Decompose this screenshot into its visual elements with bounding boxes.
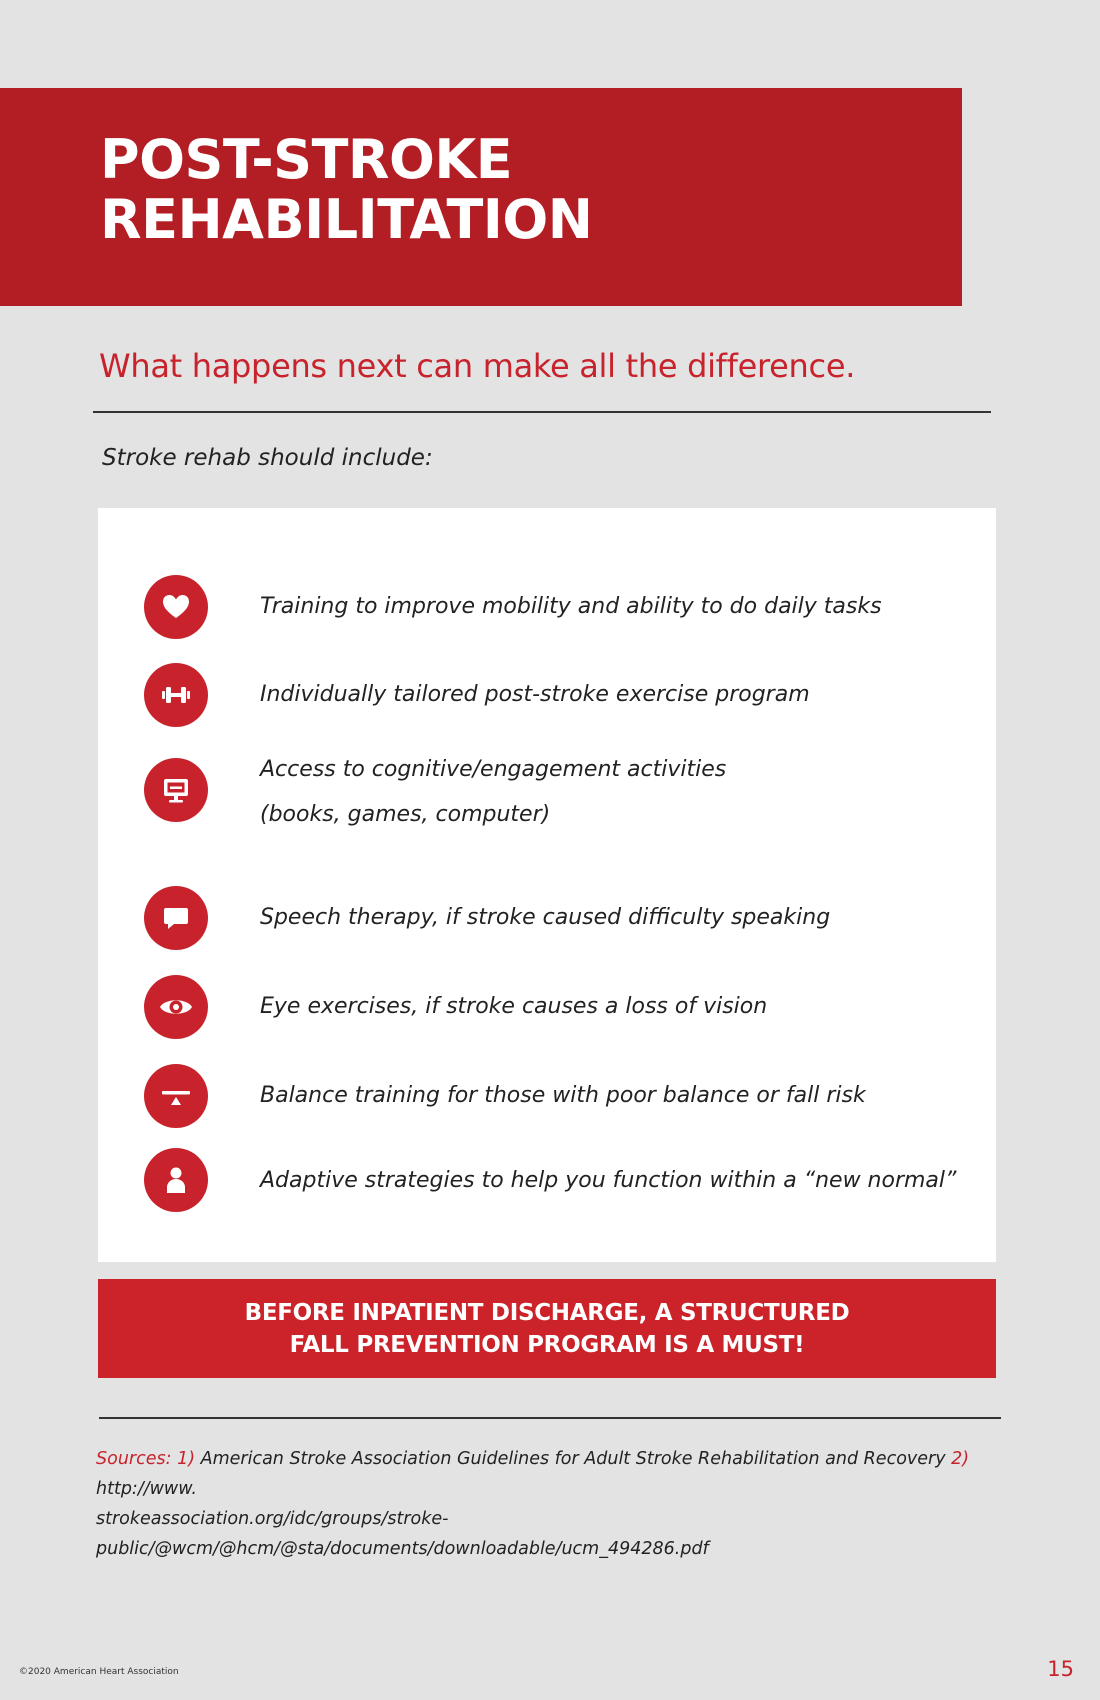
source-1-title: American Stroke Association Guidelines for Adult Stroke Rehabilitation and Recovery [200, 1449, 946, 1469]
source-2-url-rest: strokeassociation.org/idc/groups/stroke-public/@wcm/@hcm/@sta/documents/downloadable/ucm_494286.pdf [96, 1509, 709, 1559]
divider-top [93, 411, 991, 413]
copyright-notice: ©2020 American Heart Association [19, 1667, 179, 1677]
heart-icon [144, 575, 208, 639]
fall-prevention-callout [98, 1279, 996, 1378]
sources-citation [96, 1444, 1001, 1564]
balance-icon [144, 1064, 208, 1128]
page-title-line-1: POST-STROKE [100, 128, 513, 191]
intro-text: Stroke rehab should include: [102, 445, 433, 471]
eye-icon [144, 975, 208, 1039]
list-item-label: Balance training for those with poor balance or fall risk [260, 1083, 866, 1108]
source-2-marker: 2) [951, 1449, 970, 1469]
source-2-url-start: http://www. [96, 1479, 197, 1499]
list-item-label: Speech therapy, if stroke caused difficulty speaking [260, 905, 831, 930]
monitor-icon [144, 758, 208, 822]
callout-line-2: FALL PREVENTION PROGRAM IS A MUST! [289, 1331, 805, 1358]
divider-bottom [99, 1417, 1001, 1419]
list-item-label-line-1: Access to cognitive/engagement activities [260, 757, 727, 782]
page-title [100, 130, 592, 250]
page-title-line-2: REHABILITATION [100, 188, 593, 251]
rehab-list-card [98, 508, 996, 1262]
list-item-label: Training to improve mobility and ability to do daily tasks [260, 594, 882, 619]
list-item-label: Eye exercises, if stroke causes a loss of vision [260, 994, 768, 1019]
page-number: 15 [1047, 1657, 1074, 1681]
callout-text [237, 1297, 857, 1361]
list-item-label: Individually tailored post-stroke exercise program [260, 682, 810, 707]
subtitle: What happens next can make all the difference. [99, 347, 856, 385]
list-item-label [260, 747, 980, 837]
title-banner [0, 88, 962, 306]
dumbbell-icon [144, 663, 208, 727]
sources-label: Sources: 1) [96, 1449, 196, 1469]
list-item-label: Adaptive strategies to help you function within a “new normal” [260, 1168, 957, 1193]
speech-bubble-icon [144, 886, 208, 950]
list-item-label-line-2: (books, games, computer) [260, 802, 551, 827]
person-icon [144, 1148, 208, 1212]
callout-line-1: BEFORE INPATIENT DISCHARGE, A STRUCTURED [244, 1299, 850, 1326]
